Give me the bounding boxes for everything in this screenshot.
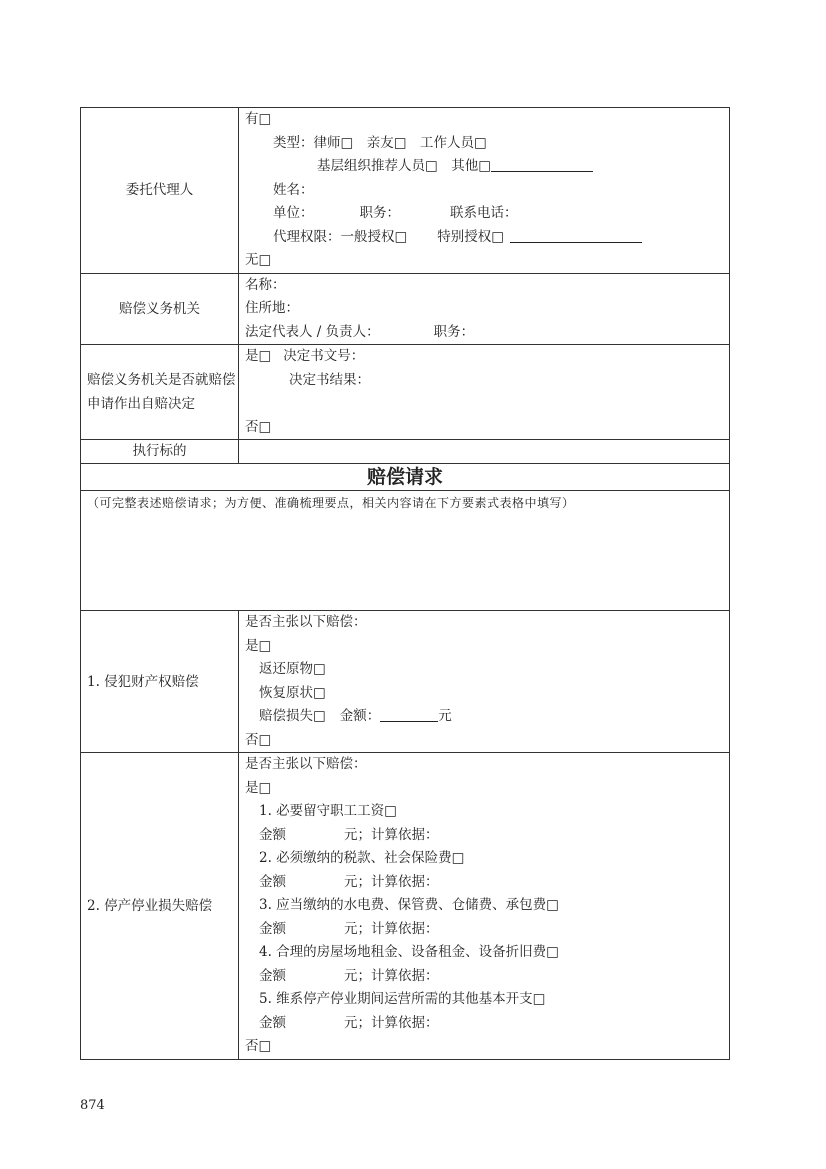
self-decision-yes: 是□ — [245, 348, 272, 364]
suspension-item-1[interactable]: 1. 必要留守职工工资□ — [259, 803, 397, 819]
agent-label: 委托代理人 — [81, 108, 239, 274]
suspension-amount-line-2[interactable] — [239, 871, 729, 895]
basis-label: 元；计算依据： — [344, 1014, 439, 1031]
amount-label: 金额 — [259, 920, 286, 937]
organ-content — [239, 273, 730, 345]
suspension-ask: 是否主张以下赔偿： — [245, 756, 367, 772]
self-decision-content — [239, 345, 730, 440]
property-item-loss-line[interactable] — [239, 705, 729, 729]
property-no-option[interactable]: 否□ — [245, 731, 272, 748]
agent-type-line[interactable]: 类型：律师□ 亲友□ 工作人员□ — [273, 134, 487, 151]
agent-name-field[interactable]: 姓名： — [273, 181, 314, 198]
request-title-row — [81, 464, 730, 491]
suspension-content — [239, 753, 730, 1060]
agent-content — [239, 108, 730, 274]
agent-position: 职务： — [359, 205, 400, 221]
property-yes-option[interactable]: 是□ — [245, 637, 272, 654]
property-row — [81, 611, 730, 753]
agent-phone: 联系电话： — [450, 205, 518, 221]
self-decision-yes-line[interactable] — [239, 345, 729, 369]
suspension-amount-line-5[interactable] — [239, 1012, 729, 1036]
organ-rep-line[interactable] — [239, 321, 729, 345]
organ-name-field[interactable]: 名称： — [245, 276, 286, 293]
agent-unit: 单位： — [273, 205, 314, 221]
organ-address-field[interactable]: 住所地： — [245, 300, 299, 316]
amount-label: 金额 — [259, 826, 286, 843]
property-content — [239, 611, 730, 753]
request-textarea[interactable] — [81, 491, 730, 611]
agent-type-line2[interactable] — [239, 155, 729, 179]
basis-label: 元；计算依据： — [344, 873, 439, 890]
property-label: 1. 侵犯财产权赔偿 — [81, 611, 239, 753]
target-input[interactable] — [239, 440, 730, 464]
self-decision-row — [81, 345, 730, 440]
property-item-loss: 赔偿损失□ — [259, 708, 326, 724]
suspension-no-option[interactable]: 否□ — [245, 1038, 272, 1054]
suspension-item-4[interactable]: 4. 合理的房屋场地租金、设备租金、设备折旧费□ — [259, 944, 559, 960]
suspension-label: 2. 停产停业损失赔偿 — [81, 753, 239, 1060]
amount-label: 金额 — [259, 1014, 286, 1031]
agent-other-blank[interactable] — [491, 157, 593, 172]
self-decision-result-field[interactable]: 决定书结果： — [289, 371, 370, 388]
amount-label: 金额 — [259, 873, 286, 890]
property-item-return[interactable]: 返还原物□ — [259, 661, 326, 677]
suspension-amount-line-1[interactable] — [239, 824, 729, 848]
property-amount-unit: 元 — [438, 708, 452, 724]
property-ask: 是否主张以下赔偿： — [245, 614, 367, 630]
suspension-item-3[interactable]: 3. 应当缴纳的水电费、保管费、仓储费、承包费□ — [259, 897, 559, 913]
self-decision-docno: 决定书文号： — [283, 348, 365, 364]
request-note-row — [81, 491, 730, 611]
organ-row — [81, 273, 730, 345]
target-row — [81, 440, 730, 464]
agent-special: 特别授权□ — [437, 228, 505, 245]
suspension-yes-option[interactable]: 是□ — [245, 779, 272, 796]
organ-label: 赔偿义务机关 — [81, 273, 239, 345]
agent-none-option[interactable]: 无□ — [245, 252, 272, 268]
basis-label: 元；计算依据： — [344, 967, 439, 984]
page-number: 874 — [80, 1098, 105, 1113]
agent-authority-line[interactable] — [239, 226, 729, 250]
suspension-item-2[interactable]: 2. 必须缴纳的税款、社会保险费□ — [259, 850, 465, 866]
agent-unit-line[interactable] — [239, 202, 729, 226]
self-decision-no-option[interactable]: 否□ — [245, 418, 272, 435]
basis-label: 元；计算依据： — [344, 920, 439, 937]
suspension-row — [81, 753, 730, 1060]
suspension-amount-line-4[interactable] — [239, 965, 729, 989]
agent-type-line2-text: 基层组织推荐人员□ 其他□ — [317, 158, 492, 174]
amount-label: 金额 — [259, 967, 286, 984]
self-decision-label: 赔偿义务机关是否就赔偿申请作出自赔决定 — [81, 345, 239, 440]
basis-label: 元；计算依据： — [344, 826, 439, 843]
property-item-restore[interactable]: 恢复原状□ — [259, 684, 326, 701]
agent-has-option[interactable]: 有□ — [245, 111, 272, 127]
suspension-item-5[interactable]: 5. 维系停产停业期间运营所需的其他基本开支□ — [259, 991, 546, 1007]
property-amount-blank[interactable] — [380, 707, 438, 722]
compensation-form-table — [80, 107, 730, 1060]
target-label: 执行标的 — [81, 440, 239, 464]
organ-rep: 法定代表人 / 负责人： — [245, 323, 380, 340]
property-amount-label: 金额： — [339, 708, 381, 724]
agent-row — [81, 108, 730, 274]
request-note: （可完整表述赔偿请求；为方便、准确梳理要点，相关内容请在下方要素式表格中填写） — [87, 496, 575, 510]
suspension-amount-line-3[interactable] — [239, 918, 729, 942]
request-title: 赔偿请求 — [81, 464, 730, 491]
agent-authority-blank[interactable] — [510, 228, 642, 243]
organ-position: 职务： — [433, 323, 475, 340]
agent-authority: 代理权限：一般授权□ — [273, 228, 408, 245]
